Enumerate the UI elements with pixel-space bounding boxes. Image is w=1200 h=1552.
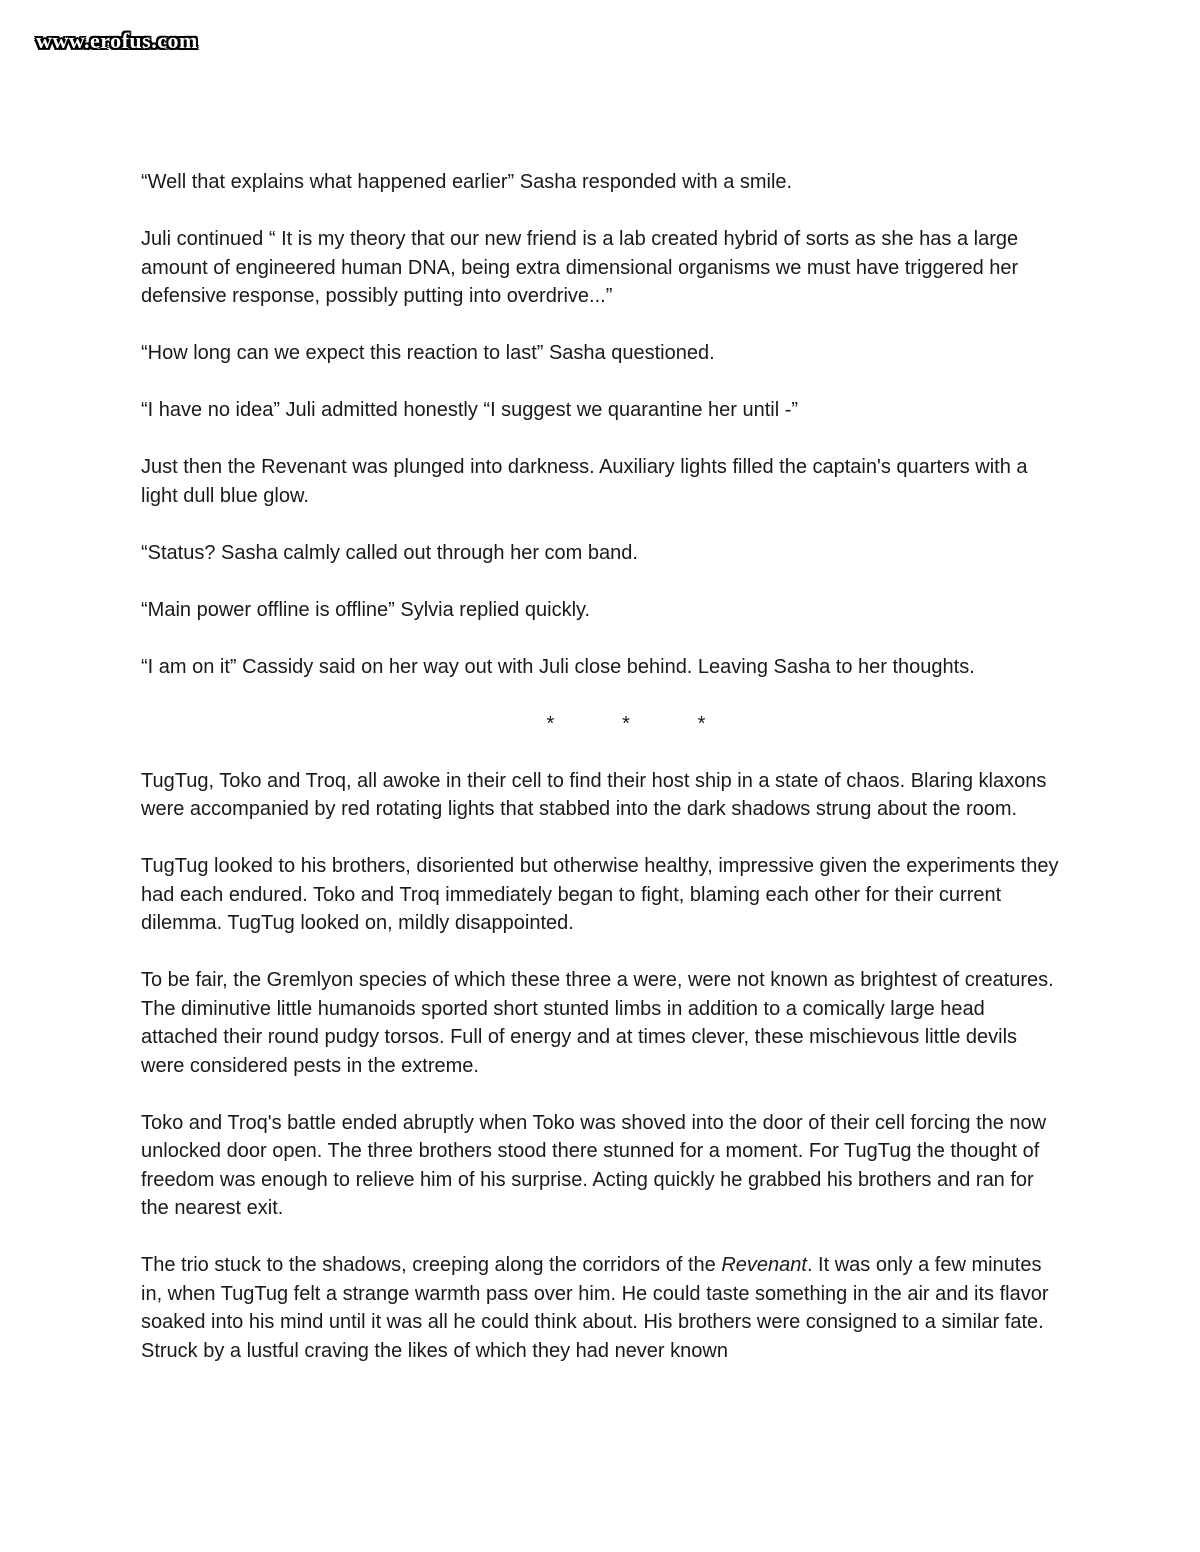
paragraph-4: “I have no idea” Juli admitted honestly “I suggest we quarantine her until -”: [141, 399, 799, 421]
scene-break: [141, 710, 1061, 739]
scene-break-star: *: [622, 712, 630, 735]
scene-break-star: *: [697, 712, 706, 735]
paragraph-9: TugTug, Toko and Troq, all awoke in their cell to find their host ship in a state of chaos. Blaring klaxons were accompanied by red rotating lights that stabbed into the dark shadows strung about the room.: [141, 769, 1047, 820]
paragraph-6: “Status? Sasha calmly called out through her com band.: [141, 541, 638, 564]
paragraph-1: “Well that explains what happened earlier” Sasha responded with a smile.: [141, 171, 793, 193]
paragraph-5: Just then the Revenant was plunged into darkness. Auxiliary lights filled the captain's quarters with a light dull blue glow.: [141, 456, 1028, 507]
paragraph-8: “I am on it” Cassidy said on her way out with Juli close behind. Leaving Sasha to her thoughts.: [141, 655, 975, 678]
ship-name-italic: Revenant: [721, 1254, 807, 1276]
paragraph-2: Juli continued “ It is my theory that our new friend is a lab created hybrid of sorts as she has a large amount of engineered human DNA, being extra dimensional organisms we must have triggered her defensive response, possibly putting into overdrive...”: [141, 228, 1019, 307]
paragraph-3: “How long can we expect this reaction to last” Sasha questioned.: [141, 342, 715, 364]
paragraph-10: TugTug looked to his brothers, disoriented but otherwise healthy, impressive given the experiments they had each endured. Toko and Troq immediately began to fight, blaming each other for their current dilemma. TugTug looked on, mildly disappointed.: [141, 855, 1059, 934]
scene-break-star: *: [546, 712, 555, 735]
document-page: [141, 168, 1061, 1365]
paragraph-13: [141, 1251, 1061, 1365]
paragraph-12: Toko and Troq's battle ended abruptly when Toko was shoved into the door of their cell forcing the now unlocked door open. The three brothers stood there stunned for a moment. For TugTug the thought of freedom was enough to relieve him of his surprise. Acting quickly he grabbed his brothers and ran for the nearest exit.: [141, 1111, 1047, 1219]
watermark-logo: www.erofus.com: [36, 28, 198, 53]
paragraph-11: To be fair, the Gremlyon species of which these three a were, were not known as brightest of creatures. The diminutive little humanoids sported short stunted limbs in addition to a comically large head attached their round pudgy torsos. Full of energy and at times clever, these mischievous little devils were considered pests in the extreme.: [141, 969, 1054, 1077]
paragraph-13-start: The trio stuck to the shadows, creeping along the corridors of the: [141, 1254, 722, 1276]
paragraph-7: “Main power offline is offline” Sylvia replied quickly.: [141, 598, 591, 621]
paragraph-13-end: . It was only a few minutes in, when TugTug felt a strange warmth pass over him. He could taste something in the air and its flavor soaked into his mind until it was all he could think about. His brothers were consigned to a similar fate. Struck by a lustful craving the likes of which they had never known: [141, 1254, 1049, 1362]
